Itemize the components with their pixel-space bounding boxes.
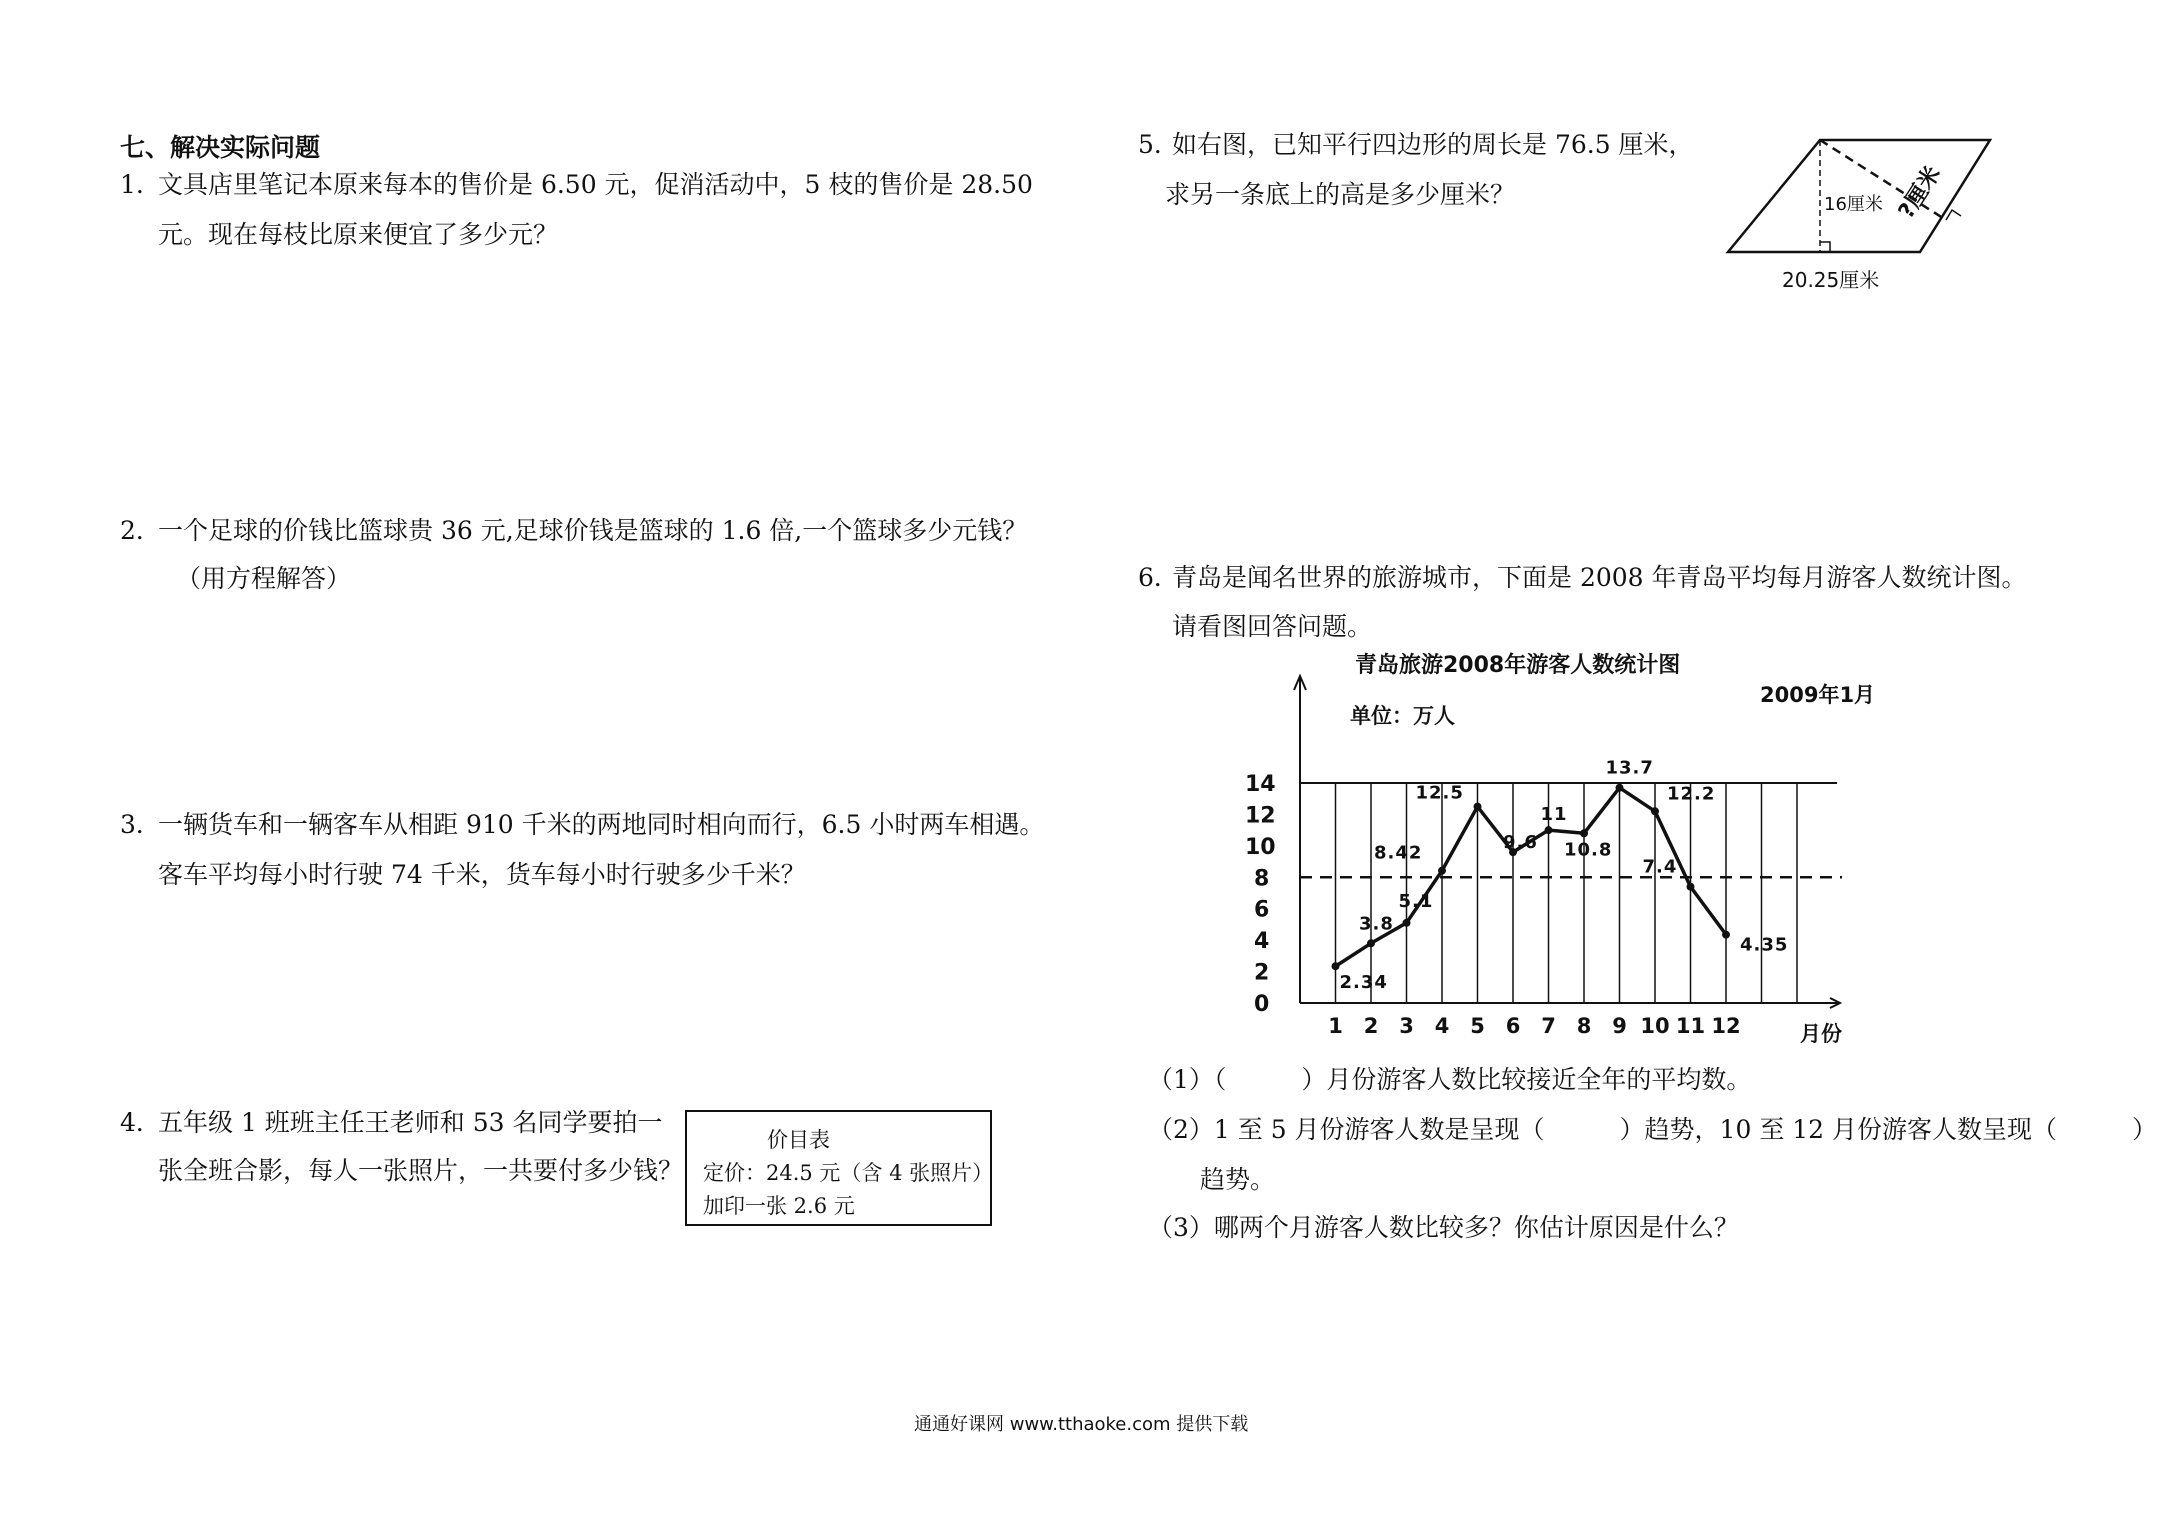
chart-x-tick-label: 12 (1711, 1014, 1741, 1038)
q3-number: 3． (120, 810, 161, 839)
chart-y-tick-label: 4 (1254, 929, 1270, 955)
chart-x-tick-label: 1 (1328, 1014, 1343, 1038)
price-table (685, 1110, 992, 1226)
chart-data-label: 12.5 (1415, 782, 1464, 804)
chart-data-point (1474, 803, 1482, 811)
chart-data-point (1580, 829, 1588, 837)
q2-line1: 一个足球的价钱比篮球贵 36 元,足球价钱是篮球的 1.6 倍,一个篮球多少元钱？ (158, 516, 1028, 545)
chart-data-label: 12.2 (1667, 783, 1716, 805)
q4-line2: 张全班合影，每人一张照片，一共要付多少钱？ (158, 1156, 684, 1185)
chart-x-ticks (1328, 1014, 1740, 1038)
chart-x-tick-label: 10 (1640, 1014, 1670, 1038)
q3-line1: 一辆货车和一辆客车从相距 910 千米的两地同时相向而行，6.5 小时两车相遇。 (158, 810, 1045, 839)
chart-x-tick-label: 9 (1612, 1014, 1627, 1038)
q3-line2: 客车平均每小时行驶 74 千米，货车每小时行驶多少千米？ (158, 860, 806, 889)
chart-data-point (1332, 962, 1340, 970)
chart-data-label: 8.42 (1374, 842, 1423, 864)
parallelogram-figure (1720, 130, 2020, 300)
chart-data-label: 10.8 (1564, 839, 1613, 861)
chart-x-tick-label: 6 (1505, 1014, 1521, 1038)
chart-title: 青岛旅游2008年游客人数统计图 (1355, 653, 1681, 678)
chart-y-tick-label: 6 (1254, 897, 1270, 923)
q2-number: 2． (120, 516, 161, 545)
chart-x-tick-label: 7 (1541, 1014, 1556, 1038)
q6-sub3: （3）哪两个月游客人数比较多？你估计原因是什么？ (1148, 1213, 1739, 1242)
q6-number: 6． (1138, 563, 1179, 592)
visitor-line-chart (1240, 648, 1876, 1053)
chart-y-tick-label: 12 (1245, 803, 1276, 829)
chart-data-point (1722, 931, 1730, 939)
q6-line1: 青岛是闻名世界的旅游城市，下面是 2008 年青岛平均每月游客人数统计图。 (1172, 563, 2027, 592)
chart-data-point (1616, 784, 1624, 792)
chart-grid (1300, 783, 1842, 1003)
chart-x-tick-label: 3 (1399, 1014, 1414, 1038)
chart-x-tick-label: 4 (1434, 1014, 1450, 1038)
chart-y-tick-label: 14 (1245, 772, 1276, 797)
q2-line2: （用方程解答） (176, 564, 352, 593)
q6-sub2-cont: 趋势。 (1200, 1165, 1276, 1194)
chart-data-point (1651, 807, 1659, 815)
price-table-row1: 定价：24.5 元（含 4 张照片） (703, 1161, 994, 1185)
chart-data-label: 9.6 (1503, 832, 1538, 854)
right-angle-mark-side (1946, 210, 1961, 220)
chart-subtitle: 2009年1月 (1760, 683, 1876, 707)
chart-data-point (1438, 867, 1446, 875)
right-angle-mark-bottom (1820, 242, 1830, 252)
chart-data-point (1687, 883, 1695, 891)
chart-data-point (1545, 826, 1553, 834)
chart-x-tick-label: 8 (1576, 1014, 1592, 1038)
chart-data-point (1403, 919, 1411, 927)
q4-number: 4． (120, 1108, 161, 1137)
chart-data-label: 3.8 (1359, 913, 1394, 935)
chart-x-tick-label: 11 (1675, 1014, 1706, 1038)
chart-unit-label: 单位：万人 (1350, 704, 1455, 728)
chart-y-tick-label: 2 (1254, 960, 1270, 986)
height-label: 16厘米 (1824, 194, 1883, 215)
q5-number: 5． (1138, 130, 1179, 159)
chart-y-tick-label: 8 (1254, 866, 1270, 892)
q5-line2: 求另一条底上的高是多少厘米？ (1165, 180, 1516, 209)
q1-line1: 文具店里笔记本原来每本的售价是 6.50 元，促消活动中，5 枝的售价是 28.50 (158, 170, 1033, 199)
chart-y-tick-label: 0 (1254, 992, 1270, 1017)
chart-data-label: 11 (1540, 804, 1568, 826)
price-table-row2: 加印一张 2.6 元 (703, 1194, 855, 1218)
chart-data-label: 13.7 (1605, 757, 1654, 779)
q6-sub2: （2）1 至 5 月份游客人数是呈现（ ）趋势，10 至 12 月份游客人数呈现（ ） (1148, 1115, 2157, 1144)
chart-y-ticks (1245, 772, 1276, 1017)
chart-y-tick-label: 10 (1245, 834, 1276, 860)
base-label: 20.25厘米 (1782, 268, 1880, 292)
chart-x-tick-label: 2 (1363, 1014, 1379, 1038)
section-title: 七、解决实际问题 (120, 133, 321, 162)
q6-line2: 请看图回答问题。 (1172, 612, 1373, 641)
chart-x-axis-label: 月份 (1800, 1022, 1842, 1046)
q4-line1: 五年级 1 班班主任王老师和 53 名同学要拍一 (158, 1108, 663, 1137)
chart-data-label: 2.34 (1339, 972, 1388, 994)
q5-line1: 如右图，已知平行四边形的周长是 76.5 厘米， (1172, 130, 1694, 159)
chart-data-label: 7.4 (1642, 856, 1678, 878)
price-table-title: 价目表 (767, 1128, 830, 1152)
q1-line2: 元。现在每枝比原来便宜了多少元？ (158, 220, 559, 249)
q6-sub1: （1）（ ）月份游客人数比较接近全年的平均数。 (1148, 1065, 1752, 1094)
chart-x-tick-label: 5 (1470, 1014, 1485, 1038)
q1-number: 1. (120, 170, 144, 199)
chart-data-label: 4.35 (1740, 934, 1789, 956)
side-label: ?厘米 (1894, 162, 1946, 224)
chart-data-label: 5.1 (1398, 890, 1434, 912)
chart-data-point (1367, 939, 1375, 947)
page-footer: 通通好课网 www.tthaoke.com 提供下载 (914, 1414, 1249, 1435)
